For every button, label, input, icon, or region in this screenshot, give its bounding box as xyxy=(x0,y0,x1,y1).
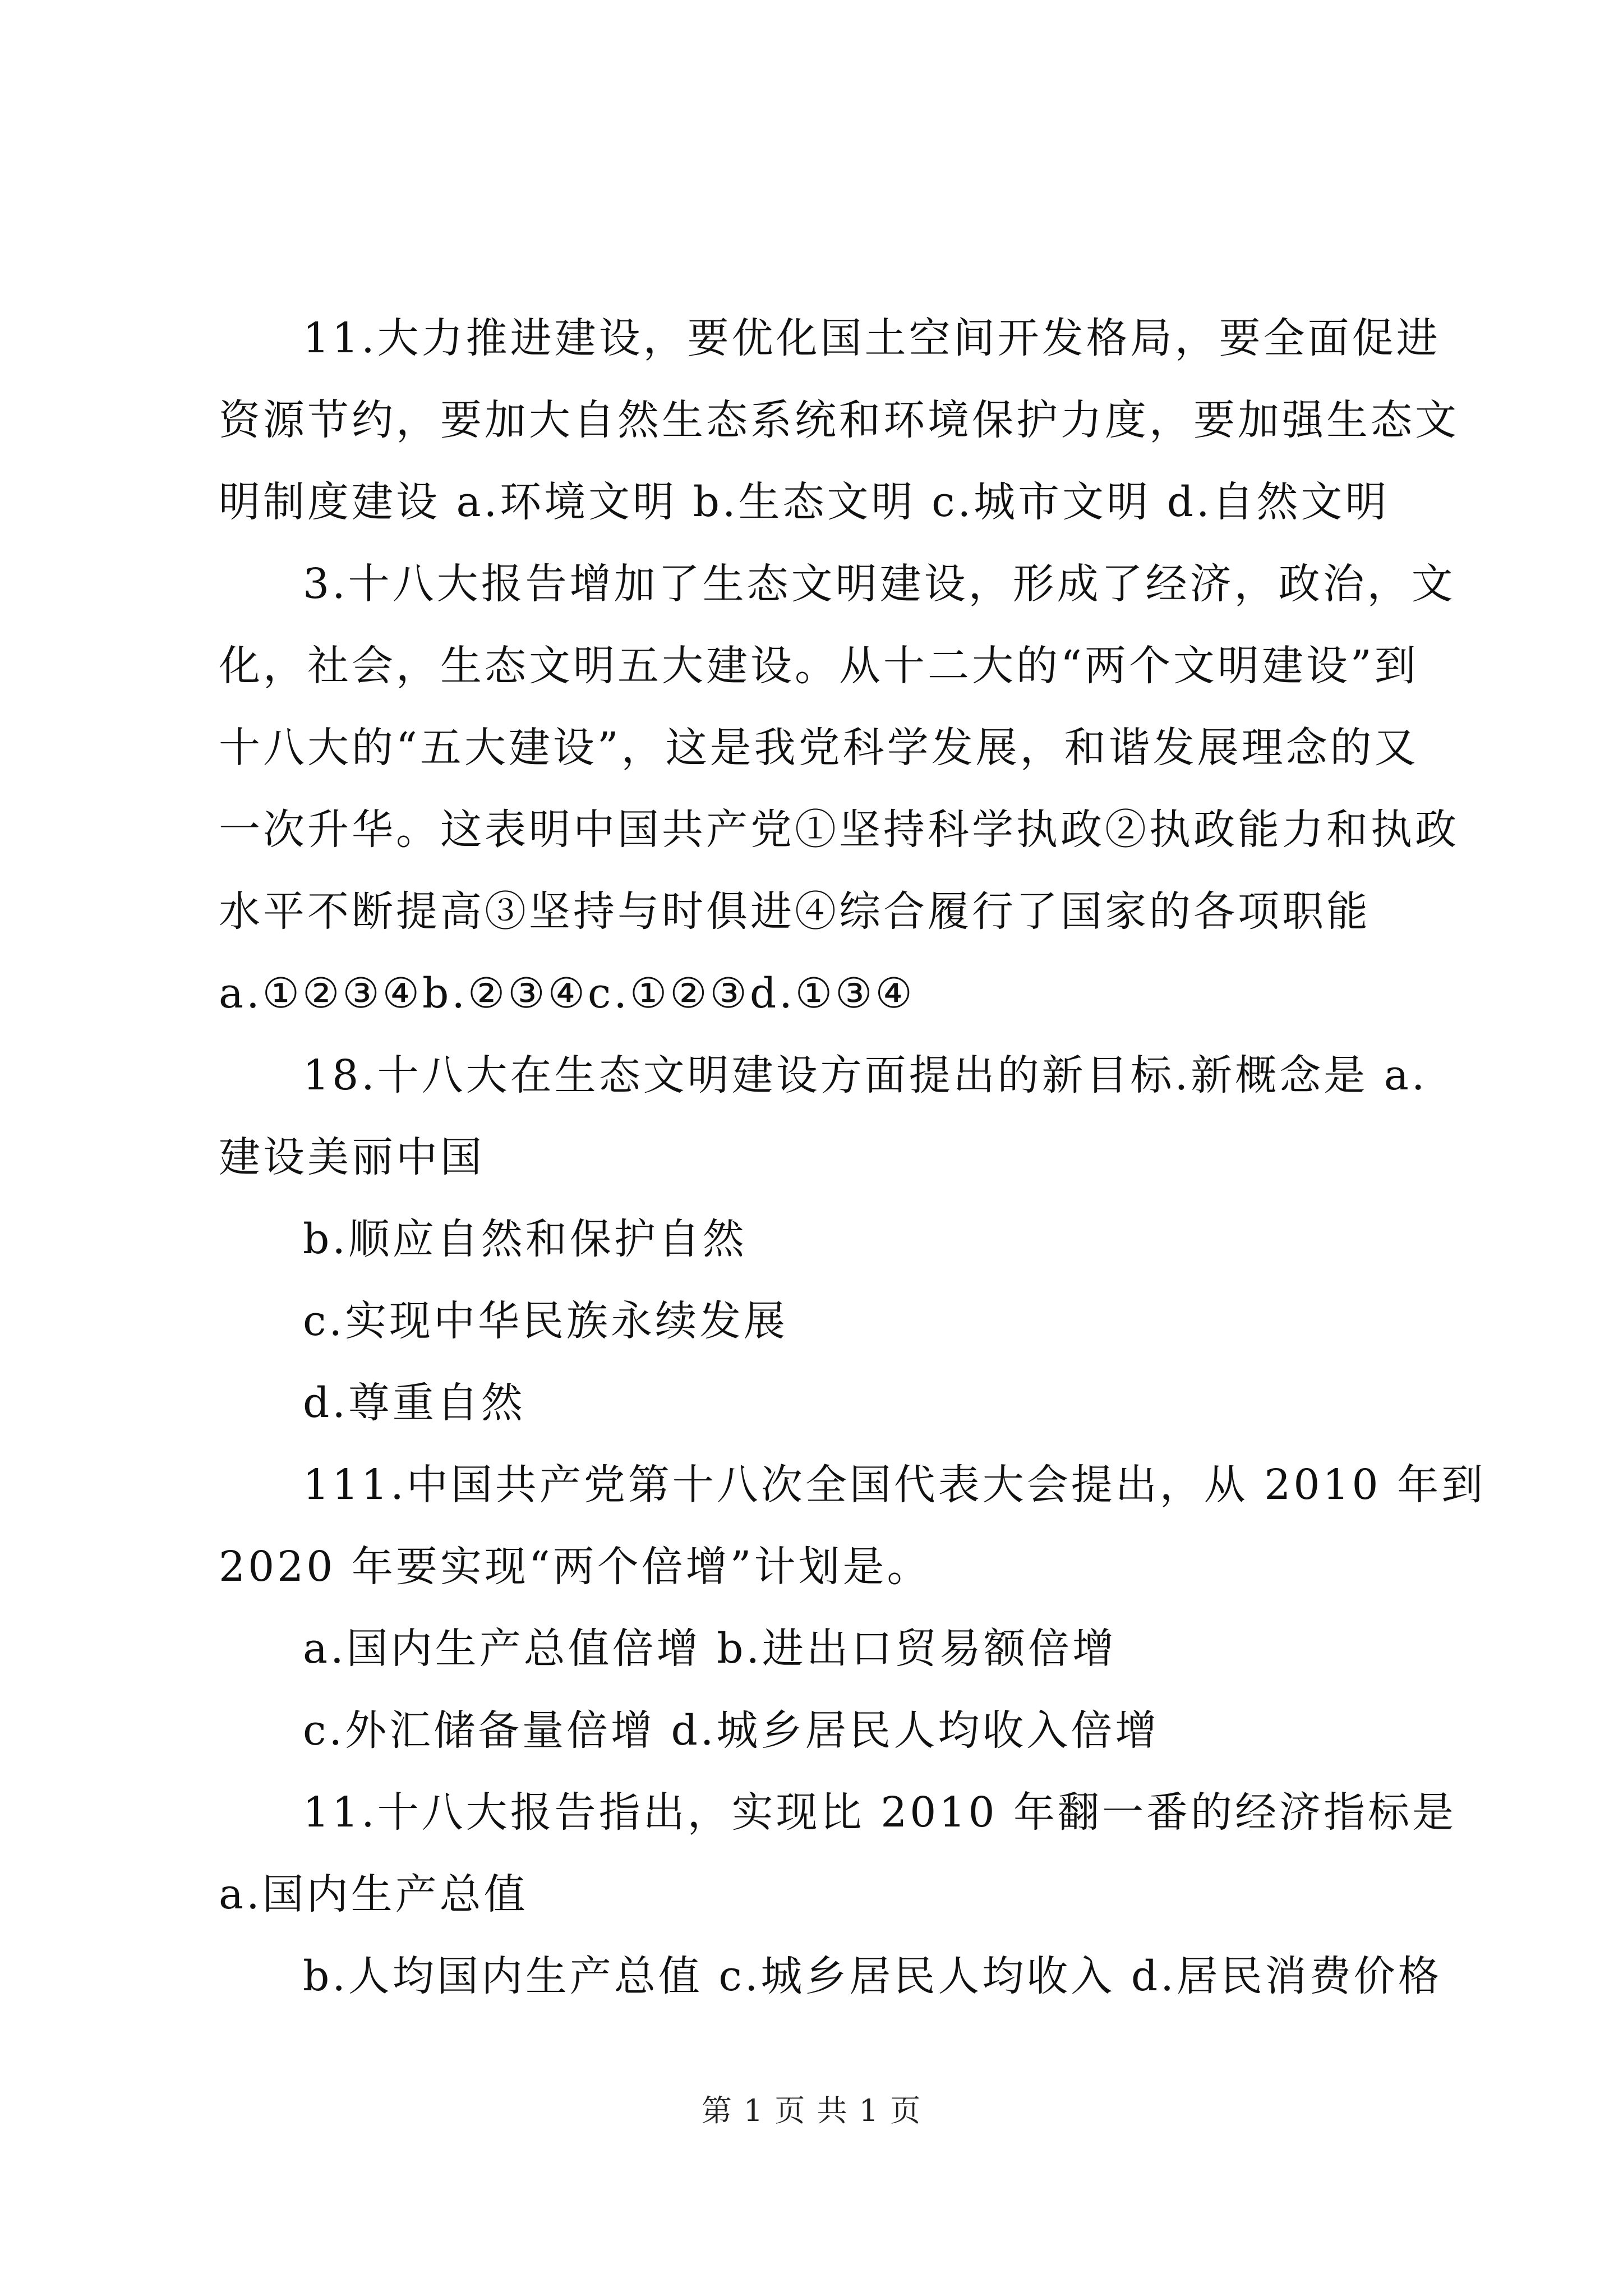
text-line: c.外汇储备量倍增 d.城乡居民人均收入倍增 xyxy=(303,1706,1160,1755)
text-line: b.人均国内生产总值 c.城乡居民人均收入 d.居民消费价格 xyxy=(303,1952,1442,2000)
text-line: 建设美丽中国 xyxy=(219,1133,485,1181)
text-line: 18.十八大在生态文明建设方面提出的新目标.新概念是 a. xyxy=(303,1051,1428,1099)
text-line: 一次升华。这表明中国共产党①坚持科学执政②执政能力和执政 xyxy=(219,806,1459,854)
text-line: 2020 年要实现“两个倍增”计划是。 xyxy=(219,1543,932,1591)
text-line: 资源节约，要加大自然生态系统和环境保护力度，要加强生态文 xyxy=(219,396,1459,444)
text-line: 11.大力推进建设，要优化国土空间开发格局，要全面促进 xyxy=(303,314,1441,362)
page-number-label: 第 1 页 共 1 页 xyxy=(701,2093,922,2128)
text-line: 化，社会，生态文明五大建设。从十二大的“两个文明建设”到 xyxy=(219,642,1419,690)
text-line: 111.中国共产党第十八次全国代表大会提出，从 2010 年到 xyxy=(303,1461,1486,1509)
text-line: 11.十八大报告指出，实现比 2010 年翻一番的经济指标是 xyxy=(303,1788,1457,1837)
text-line: 水平不断提高③坚持与时俱进④综合履行了国家的各项职能 xyxy=(219,887,1371,936)
text-line: d.尊重自然 xyxy=(303,1379,525,1427)
text-line: b.顺应自然和保护自然 xyxy=(303,1215,747,1263)
document-body xyxy=(219,297,1486,2017)
text-line: 十八大的“五大建设”，这是我党科学发展，和谐发展理念的又 xyxy=(219,724,1419,772)
text-line: a.国内生产总值倍增 b.进出口贸易额倍增 xyxy=(303,1625,1117,1673)
text-line: 3.十八大报告增加了生态文明建设，形成了经济，政治，文 xyxy=(303,560,1456,608)
text-line: c.实现中华民族永续发展 xyxy=(303,1297,788,1345)
text-line: 明制度建设 a.环境文明 b.生态文明 c.城市文明 d.自然文明 xyxy=(219,478,1390,526)
text-line: a.①②③④b.②③④c.①②③d.①③④ xyxy=(219,969,915,1018)
text-line: a.国内生产总值 xyxy=(219,1870,528,1918)
page-footer xyxy=(0,2091,1623,2131)
